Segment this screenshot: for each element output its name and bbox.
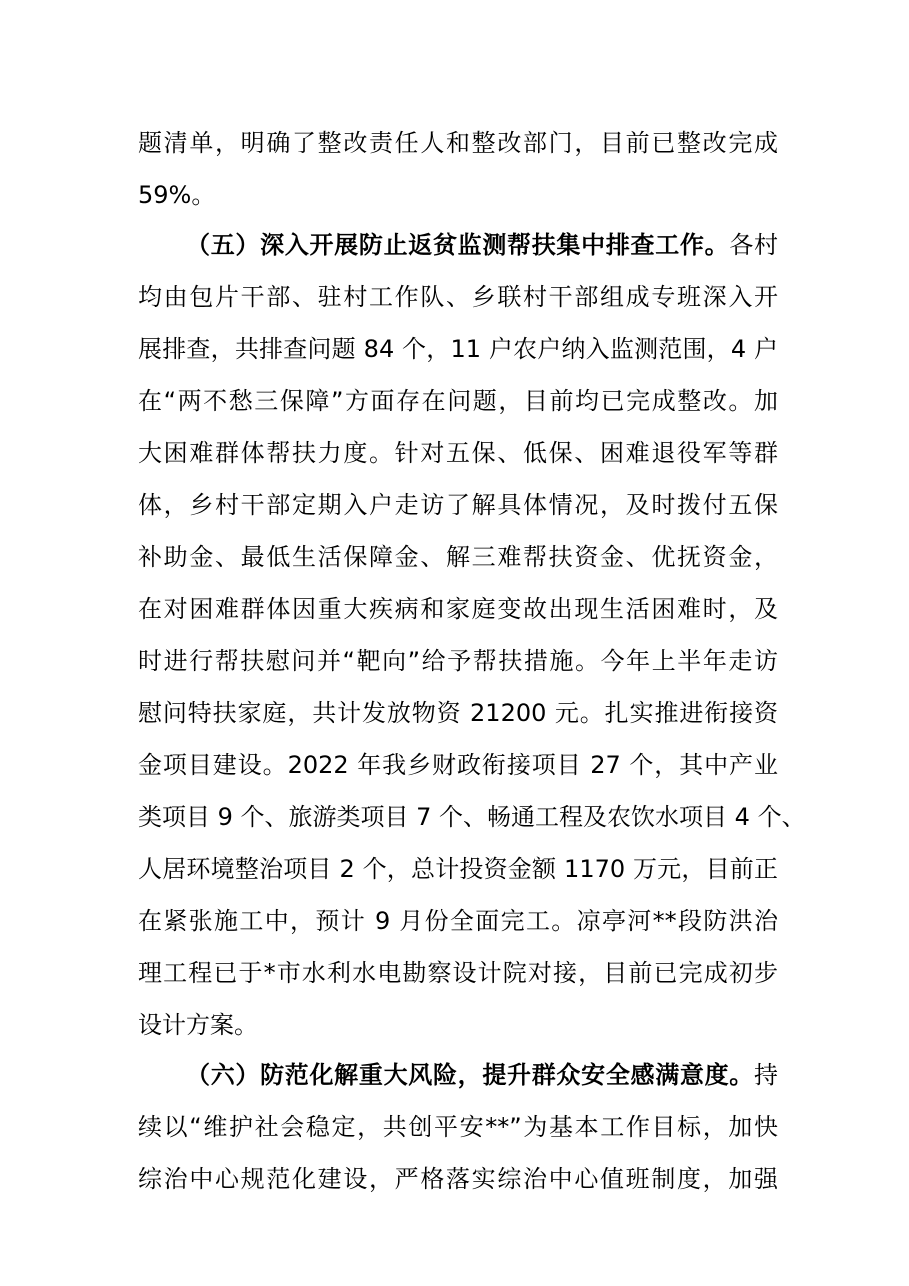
- section-6-heading: （六）防范化解重大风险，提升群众安全感满意度。: [186, 1061, 754, 1089]
- body-line: 时进行帮扶慰问并“靶向”给予帮扶措施。今年上半年走访: [138, 647, 778, 675]
- body-line: 展排查，共排查问题 84 个，11 户农户纳入监测范围，4 户: [138, 335, 778, 363]
- body-line: 慰问特扶家庭，共计发放物资 21200 元。扎实推进衔接资: [138, 699, 778, 727]
- body-line: 设计方案。: [138, 1011, 258, 1039]
- body-line: 在对困难群体因重大疾病和家庭变故出现生活困难时，及: [138, 595, 778, 623]
- body-line: 在紧张施工中，预计 9 月份全面完工。凉亭河**段防洪治: [138, 907, 778, 935]
- body-line: 续以“维护社会稳定，共创平安**”为基本工作目标，加快: [138, 1113, 778, 1141]
- body-line: 理工程已于*市水利水电勘察设计院对接，目前已完成初步: [138, 959, 778, 987]
- body-line: 大困难群体帮扶力度。针对五保、低保、困难退役军等群: [138, 439, 778, 467]
- body-line: 综治中心规范化建设，严格落实综治中心值班制度，加强: [138, 1165, 778, 1193]
- body-line: 59%。: [138, 181, 216, 209]
- body-line: 体，乡村干部定期入户走访了解具体情况，及时拨付五保: [138, 491, 778, 519]
- body-line: 金项目建设。2022 年我乡财政衔接项目 27 个，其中产业: [138, 751, 778, 779]
- body-line: 补助金、最低生活保障金、解三难帮扶资金、优抚资金，: [138, 543, 778, 571]
- body-line: 均由包片干部、驻村工作队、乡联村干部组成专班深入开: [138, 283, 778, 311]
- body-line: 类项目 9 个、旅游类项目 7 个、畅通工程及农饮水项目 4 个、: [138, 803, 806, 831]
- section-5-lead-text: 各村: [729, 231, 779, 259]
- body-line: 题清单，明确了整改责任人和整改部门，目前已整改完成: [138, 129, 778, 157]
- body-line: 人居环境整治项目 2 个，总计投资金额 1170 万元，目前正: [138, 855, 778, 883]
- body-line: 在“两不愁三保障”方面存在问题，目前均已完成整改。加: [138, 387, 778, 415]
- section-5-first-line: [186, 230, 778, 260]
- section-6-lead-text: 持: [754, 1061, 778, 1089]
- section-5-heading: （五）深入开展防止返贫监测帮扶集中排查工作。: [186, 231, 730, 259]
- section-6-first-line: [186, 1060, 778, 1090]
